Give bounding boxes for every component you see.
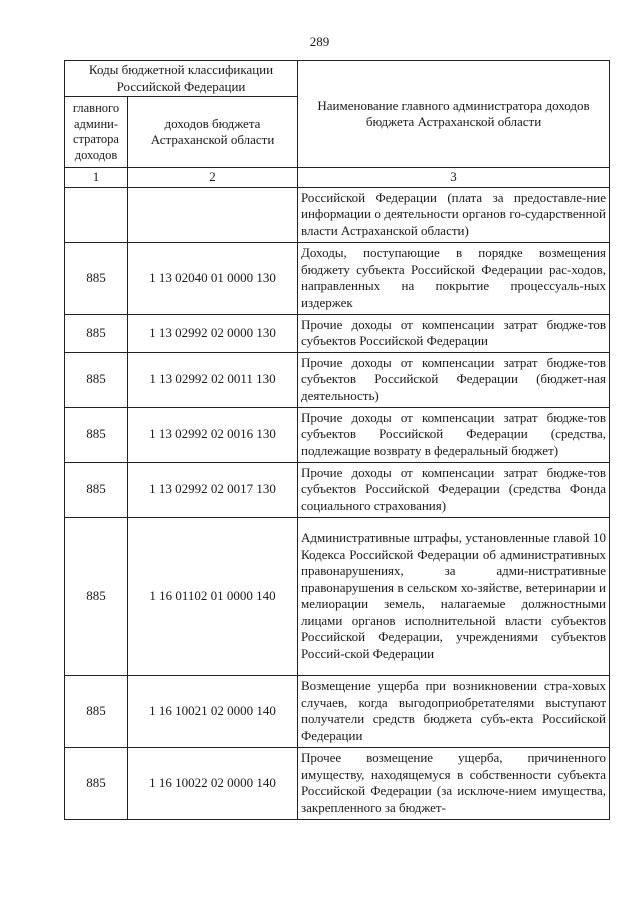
table-row (65, 407, 610, 462)
admin-code-cell: 885 (65, 675, 128, 747)
name-cell: Прочие доходы от компенсации затрат бюдже-тов субъектов Российской Федерации (средства, подлежащие возврату в федеральный бюджет) (298, 407, 610, 462)
admin-code-cell: 885 (65, 747, 128, 819)
table-row (65, 187, 610, 242)
income-code-cell: 1 13 02992 02 0017 130 (128, 462, 298, 517)
admin-code-cell: 885 (65, 242, 128, 314)
admin-code-cell (65, 187, 128, 242)
income-code-cell: 1 13 02992 02 0011 130 (128, 352, 298, 407)
table-row (65, 462, 610, 517)
name-header-cell: Наименование главного администратора доходов бюджета Астраханской области (298, 61, 610, 168)
table-row (65, 352, 610, 407)
admin-code-cell: 885 (65, 314, 128, 352)
name-cell: Прочие доходы от компенсации затрат бюдже-тов субъектов Российской Федерации (бюджет-ная деятельность) (298, 352, 610, 407)
income-header-cell: доходов бюджета Астраханской области (128, 97, 298, 168)
name-cell: Прочие доходы от компенсации затрат бюдже-тов субъектов Российской Федерации (средства Фонда социального страхования) (298, 462, 610, 517)
income-code-cell (128, 187, 298, 242)
table-row (65, 314, 610, 352)
admin-code-cell: 885 (65, 407, 128, 462)
table-row (65, 242, 610, 314)
column-number: 3 (298, 168, 610, 188)
name-cell: Прочее возмещение ущерба, причиненного имуществу, находящемуся в собственности субъекта Российской Федерации (за исключе-нием имущества, закрепленного за бюджет- (298, 747, 610, 819)
name-cell: Возмещение ущерба при возникновении стра-ховых случаев, когда выгодоприобретателями выступают получатели средств бюджета субъ-екта Российской Федерации (298, 675, 610, 747)
name-cell: Административные штрафы, установленные главой 10 Кодекса Российской Федерации об административных правонарушениях, за адми-нистративные правонарушения в сельском хо-зяйстве, ветеринарии и мелиорации земель, налагаемые должностными лицами органов исполнительной власти субъектов Российской Федерации, учреждениями субъектов Россий-ской Федерации (298, 517, 610, 675)
budget-classification-table (64, 60, 610, 820)
admin-code-cell: 885 (65, 352, 128, 407)
header-row-top (65, 61, 610, 97)
page-number: 289 (309, 34, 330, 49)
column-number: 1 (65, 168, 128, 188)
column-number: 2 (128, 168, 298, 188)
admin-header-cell: главного админи-стратора доходов (65, 97, 128, 168)
name-cell: Российской Федерации (плата за предоставле-ние информации о деятельности органов го-сударственной власти Астраханской области) (298, 187, 610, 242)
name-cell: Прочие доходы от компенсации затрат бюдже-тов субъектов Российской Федерации (298, 314, 610, 352)
income-code-cell: 1 16 10022 02 0000 140 (128, 747, 298, 819)
name-cell: Доходы, поступающие в порядке возмещения бюджету субъекта Российской Федерации рас-ходов, направленных на покрытие процессуаль-ных издержек (298, 242, 610, 314)
admin-code-cell: 885 (65, 517, 128, 675)
table-row (65, 517, 610, 675)
income-code-cell: 1 13 02992 02 0000 130 (128, 314, 298, 352)
income-code-cell: 1 16 01102 01 0000 140 (128, 517, 298, 675)
income-code-cell: 1 13 02040 01 0000 130 (128, 242, 298, 314)
codes-header-cell: Коды бюджетной классификации Российской Федерации (65, 61, 298, 97)
admin-code-cell: 885 (65, 462, 128, 517)
column-number-row (65, 168, 610, 188)
income-code-cell: 1 16 10021 02 0000 140 (128, 675, 298, 747)
table-row (65, 675, 610, 747)
income-code-cell: 1 13 02992 02 0016 130 (128, 407, 298, 462)
table-row (65, 747, 610, 819)
